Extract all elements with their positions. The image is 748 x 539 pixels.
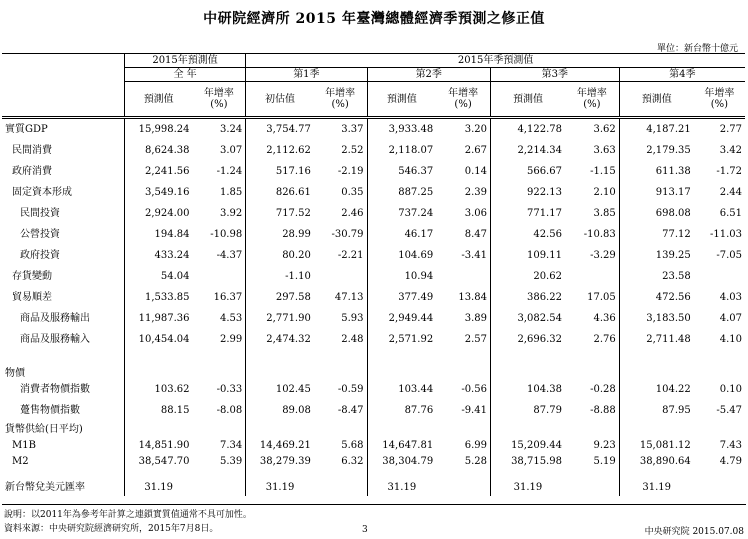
growth-cell: 3.85 bbox=[593, 208, 616, 219]
growth-cell: -9.41 bbox=[461, 405, 487, 416]
table-row bbox=[2, 140, 745, 161]
growth-cell: 6.99 bbox=[464, 440, 487, 451]
value-cell: 2,696.32 bbox=[490, 329, 565, 350]
value-cell: 31.19 bbox=[367, 478, 436, 496]
growth-cell: 3.07 bbox=[219, 145, 243, 156]
growth-cell: -0.56 bbox=[461, 384, 487, 395]
value-cell: 2,474.32 bbox=[246, 329, 314, 350]
value-cell: 8,624.38 bbox=[124, 140, 192, 161]
value-cell: 2,771.90 bbox=[246, 308, 314, 329]
header-growth: 年增率 (%) bbox=[436, 82, 490, 118]
value-cell: 38,890.64 bbox=[619, 451, 694, 471]
growth-cell: -7.05 bbox=[716, 250, 742, 261]
value-cell: 14,647.81 bbox=[367, 435, 436, 451]
value-cell: 2,711.48 bbox=[619, 329, 694, 350]
growth-cell: -2.19 bbox=[337, 166, 364, 177]
price-rows bbox=[2, 379, 745, 421]
value-cell: 433.24 bbox=[124, 245, 192, 266]
header-growth: 年增率 (%) bbox=[694, 82, 745, 118]
header-growth: 年增率 (%) bbox=[314, 82, 367, 118]
value-cell: 109.11 bbox=[490, 245, 565, 266]
growth-cell: 4.79 bbox=[719, 455, 742, 467]
value-cell: 1,533.85 bbox=[124, 287, 192, 308]
value-cell: 3,549.16 bbox=[124, 182, 192, 203]
growth-cell: 3.89 bbox=[464, 313, 487, 324]
value-cell: 104.38 bbox=[490, 379, 565, 400]
fx-row bbox=[2, 478, 745, 496]
growth-cell bbox=[565, 266, 619, 287]
growth-cell: 1.85 bbox=[219, 187, 243, 198]
growth-cell: -3.41 bbox=[461, 250, 487, 261]
row-label: 存貨變動 bbox=[12, 271, 52, 282]
value-cell: 2,179.35 bbox=[619, 140, 694, 161]
growth-cell: -0.28 bbox=[590, 384, 616, 395]
value-cell: 771.17 bbox=[490, 203, 565, 224]
value-cell: 88.15 bbox=[124, 400, 192, 421]
growth-cell: -1.15 bbox=[590, 166, 616, 177]
value-cell: 139.25 bbox=[619, 245, 694, 266]
growth-cell bbox=[314, 266, 367, 287]
growth-cell: -4.37 bbox=[216, 250, 243, 261]
value-cell: 2,924.00 bbox=[124, 203, 192, 224]
header-quarter-forecast: 2015年季預測值 bbox=[246, 54, 745, 68]
growth-cell: 7.43 bbox=[719, 440, 742, 451]
value-cell: 887.25 bbox=[367, 182, 436, 203]
value-cell: 4,122.78 bbox=[490, 118, 565, 141]
header-forecast: 預測值 bbox=[367, 82, 436, 118]
value-cell: 15,081.12 bbox=[619, 435, 694, 451]
value-cell: 11,987.36 bbox=[124, 308, 192, 329]
growth-cell: 3.92 bbox=[219, 208, 243, 219]
table-row bbox=[2, 329, 745, 350]
header-row-2 bbox=[2, 68, 745, 82]
value-cell: 31.19 bbox=[124, 478, 192, 496]
header-initial: 初估值 bbox=[246, 82, 314, 118]
growth-cell: 4.10 bbox=[719, 334, 742, 345]
value-cell: 31.19 bbox=[619, 478, 694, 496]
row-label: 固定資本形成 bbox=[12, 187, 72, 198]
value-cell: 15,998.24 bbox=[124, 118, 192, 141]
growth-cell bbox=[694, 266, 745, 287]
growth-cell: -8.88 bbox=[590, 405, 616, 416]
growth-cell: 47.13 bbox=[334, 292, 364, 303]
value-cell: 3,082.54 bbox=[490, 308, 565, 329]
growth-cell: 3.63 bbox=[593, 145, 616, 156]
row-label: 商品及服務輸入 bbox=[20, 334, 90, 345]
table-row bbox=[2, 451, 745, 471]
value-cell: 38,715.98 bbox=[490, 451, 565, 471]
value-cell: 31.19 bbox=[246, 478, 314, 496]
value-cell: 717.52 bbox=[246, 203, 314, 224]
table-row bbox=[2, 224, 745, 245]
growth-cell bbox=[565, 478, 619, 496]
table-row bbox=[2, 118, 745, 141]
gap-row bbox=[2, 471, 745, 478]
growth-cell: 3.20 bbox=[464, 124, 487, 135]
value-cell: 38,304.79 bbox=[367, 451, 436, 471]
header-year-forecast: 2015年預測值 bbox=[124, 54, 245, 68]
growth-cell bbox=[436, 478, 490, 496]
value-cell: 2,241.56 bbox=[124, 161, 192, 182]
value-cell: 472.56 bbox=[619, 287, 694, 308]
row-label: 政府投資 bbox=[20, 250, 60, 261]
header-full-year: 全 年 bbox=[124, 68, 245, 82]
value-cell: 31.19 bbox=[490, 478, 565, 496]
row-label: 民間消費 bbox=[12, 145, 52, 156]
growth-cell: -10.83 bbox=[583, 229, 616, 240]
value-cell: 3,754.77 bbox=[246, 118, 314, 141]
growth-cell: 17.05 bbox=[587, 292, 616, 303]
row-label: 商品及服務輸出 bbox=[20, 313, 90, 324]
growth-cell: 4.36 bbox=[593, 313, 616, 324]
growth-cell bbox=[436, 266, 490, 287]
table-row bbox=[2, 245, 745, 266]
row-label: 民間投資 bbox=[20, 208, 60, 219]
growth-cell: 5.68 bbox=[341, 440, 364, 451]
table-row bbox=[2, 161, 745, 182]
row-label: M1B bbox=[12, 440, 36, 451]
value-cell: 737.24 bbox=[367, 203, 436, 224]
table-row bbox=[2, 308, 745, 329]
value-cell: 913.17 bbox=[619, 182, 694, 203]
growth-cell: 5.19 bbox=[593, 455, 616, 467]
value-cell: 87.79 bbox=[490, 400, 565, 421]
value-cell: 922.13 bbox=[490, 182, 565, 203]
footer-org-date: 中央研究院 2015.07.08 bbox=[644, 527, 744, 537]
value-cell: 80.20 bbox=[246, 245, 314, 266]
row-label: 躉售物價指數 bbox=[20, 405, 80, 416]
table-row bbox=[2, 435, 745, 451]
growth-cell: 3.24 bbox=[219, 124, 243, 135]
row-label: 新台幣兌美元匯率 bbox=[5, 481, 85, 493]
value-cell: 42.56 bbox=[490, 224, 565, 245]
growth-cell: 2.57 bbox=[464, 334, 487, 345]
growth-cell: 0.10 bbox=[719, 384, 742, 395]
value-cell: 4,187.21 bbox=[619, 118, 694, 141]
growth-cell bbox=[694, 478, 745, 496]
growth-cell: -1.24 bbox=[216, 166, 243, 177]
header-row-3 bbox=[2, 82, 745, 118]
growth-cell: 8.47 bbox=[464, 229, 487, 240]
growth-cell: 3.06 bbox=[464, 208, 487, 219]
money-rows bbox=[2, 435, 745, 471]
value-cell: 103.62 bbox=[124, 379, 192, 400]
growth-cell: 3.37 bbox=[341, 124, 364, 135]
value-cell: 566.67 bbox=[490, 161, 565, 182]
table-row bbox=[2, 379, 745, 400]
header-forecast: 預測值 bbox=[490, 82, 565, 118]
header-forecast: 預測值 bbox=[619, 82, 694, 118]
growth-cell: -2.21 bbox=[337, 250, 364, 261]
value-cell: 104.22 bbox=[619, 379, 694, 400]
growth-cell: 2.44 bbox=[719, 187, 742, 198]
value-cell: 2,118.07 bbox=[367, 140, 436, 161]
value-cell: 38,547.70 bbox=[124, 451, 192, 471]
growth-cell: 3.42 bbox=[719, 145, 742, 156]
value-cell: 28.99 bbox=[246, 224, 314, 245]
table-row bbox=[2, 182, 745, 203]
footnote-source: 資料來源：中央研究院經濟研究所，2015年7月8日。 bbox=[4, 524, 219, 534]
spacer-row bbox=[2, 350, 745, 365]
value-cell: -1.10 bbox=[246, 266, 314, 287]
growth-cell: 4.53 bbox=[219, 313, 243, 324]
money-section-label: 貨幣供給(日平均) bbox=[5, 424, 83, 435]
value-cell: 10,454.04 bbox=[124, 329, 192, 350]
value-cell: 546.37 bbox=[367, 161, 436, 182]
growth-cell: 2.10 bbox=[593, 187, 616, 198]
growth-cell: 7.34 bbox=[219, 440, 243, 451]
table-row bbox=[2, 203, 745, 224]
growth-cell: 2.52 bbox=[341, 145, 364, 156]
growth-cell: 2.48 bbox=[341, 334, 364, 345]
value-cell: 15,209.44 bbox=[490, 435, 565, 451]
value-cell: 14,469.21 bbox=[246, 435, 314, 451]
row-label: 實質GDP bbox=[5, 124, 48, 135]
price-section-header bbox=[2, 365, 745, 379]
growth-cell: -30.79 bbox=[331, 229, 364, 240]
value-cell: 2,571.92 bbox=[367, 329, 436, 350]
growth-cell: 2.39 bbox=[464, 187, 487, 198]
growth-cell: 13.84 bbox=[458, 292, 487, 303]
page-number: 3 bbox=[362, 525, 368, 535]
value-cell: 87.95 bbox=[619, 400, 694, 421]
header-q3: 第3季 bbox=[490, 68, 619, 82]
value-cell: 20.62 bbox=[490, 266, 565, 287]
growth-cell: -8.08 bbox=[216, 405, 243, 416]
row-label: M2 bbox=[12, 455, 29, 467]
value-cell: 2,949.44 bbox=[367, 308, 436, 329]
growth-cell: -0.59 bbox=[337, 384, 364, 395]
header-growth: 年增率 (%) bbox=[193, 82, 246, 118]
value-cell: 89.08 bbox=[246, 400, 314, 421]
value-cell: 297.58 bbox=[246, 287, 314, 308]
growth-cell: 2.76 bbox=[593, 334, 616, 345]
unit-label: 單位：新台幣十億元 bbox=[656, 44, 738, 54]
value-cell: 102.45 bbox=[246, 379, 314, 400]
growth-cell: -10.98 bbox=[210, 229, 243, 240]
growth-cell: 5.39 bbox=[219, 455, 243, 467]
row-label: 公營投資 bbox=[20, 229, 60, 240]
growth-cell bbox=[314, 478, 367, 496]
growth-cell: 16.37 bbox=[213, 292, 243, 303]
footnote-explanation: 說明：以2011年為參考年計算之連鎖實質值通常不具可加性。 bbox=[4, 510, 252, 520]
growth-cell: 6.32 bbox=[341, 455, 364, 467]
growth-cell: 5.28 bbox=[464, 455, 487, 467]
growth-cell: 4.07 bbox=[719, 313, 742, 324]
forecast-table bbox=[2, 53, 745, 496]
growth-cell: 0.35 bbox=[341, 187, 364, 198]
value-cell: 87.76 bbox=[367, 400, 436, 421]
main-rows bbox=[2, 118, 745, 351]
header-forecast: 預測值 bbox=[124, 82, 192, 118]
header-q2: 第2季 bbox=[367, 68, 490, 82]
footer-rule bbox=[2, 504, 746, 505]
growth-cell: 2.67 bbox=[464, 145, 487, 156]
value-cell: 611.38 bbox=[619, 161, 694, 182]
value-cell: 46.17 bbox=[367, 224, 436, 245]
growth-cell: 0.14 bbox=[464, 166, 487, 177]
value-cell: 38,279.39 bbox=[246, 451, 314, 471]
growth-cell: 5.93 bbox=[341, 313, 364, 324]
value-cell: 517.16 bbox=[246, 161, 314, 182]
value-cell: 103.44 bbox=[367, 379, 436, 400]
growth-cell: 9.23 bbox=[593, 440, 616, 451]
value-cell: 826.61 bbox=[246, 182, 314, 203]
page-title: 中研院經濟所 2015 年臺灣總體經濟季預測之修正值 bbox=[203, 11, 545, 27]
growth-cell: -11.03 bbox=[709, 229, 742, 240]
growth-cell: -5.47 bbox=[716, 405, 742, 416]
row-label: 貿易順差 bbox=[12, 292, 52, 303]
value-cell: 2,214.34 bbox=[490, 140, 565, 161]
growth-cell: 6.51 bbox=[719, 208, 742, 219]
growth-cell: -0.33 bbox=[216, 384, 243, 395]
table-row bbox=[2, 400, 745, 421]
value-cell: 77.12 bbox=[619, 224, 694, 245]
header-row-1 bbox=[2, 54, 745, 68]
value-cell: 10.94 bbox=[367, 266, 436, 287]
row-label: 政府消費 bbox=[12, 166, 52, 177]
value-cell: 54.04 bbox=[124, 266, 192, 287]
value-cell: 386.22 bbox=[490, 287, 565, 308]
growth-cell: -3.29 bbox=[590, 250, 616, 261]
value-cell: 2,112.62 bbox=[246, 140, 314, 161]
growth-cell: -8.47 bbox=[337, 405, 364, 416]
price-section-label: 物價 bbox=[5, 368, 25, 379]
table-row bbox=[2, 287, 745, 308]
growth-cell: -1.72 bbox=[716, 166, 742, 177]
value-cell: 14,851.90 bbox=[124, 435, 192, 451]
money-section-header bbox=[2, 421, 745, 435]
growth-cell bbox=[193, 478, 246, 496]
growth-cell: 2.77 bbox=[719, 124, 742, 135]
growth-cell: 2.46 bbox=[341, 208, 364, 219]
growth-cell: 2.99 bbox=[219, 334, 243, 345]
table-row bbox=[2, 266, 745, 287]
value-cell: 104.69 bbox=[367, 245, 436, 266]
value-cell: 3,933.48 bbox=[367, 118, 436, 141]
value-cell: 698.08 bbox=[619, 203, 694, 224]
growth-cell bbox=[193, 266, 246, 287]
growth-cell: 3.62 bbox=[593, 124, 616, 135]
header-q1: 第1季 bbox=[246, 68, 367, 82]
row-label: 消費者物價指數 bbox=[20, 384, 90, 395]
growth-cell: 4.03 bbox=[719, 292, 742, 303]
value-cell: 194.84 bbox=[124, 224, 192, 245]
value-cell: 377.49 bbox=[367, 287, 436, 308]
header-q4: 第4季 bbox=[619, 68, 745, 82]
header-growth: 年增率 (%) bbox=[565, 82, 619, 118]
value-cell: 3,183.50 bbox=[619, 308, 694, 329]
value-cell: 23.58 bbox=[619, 266, 694, 287]
